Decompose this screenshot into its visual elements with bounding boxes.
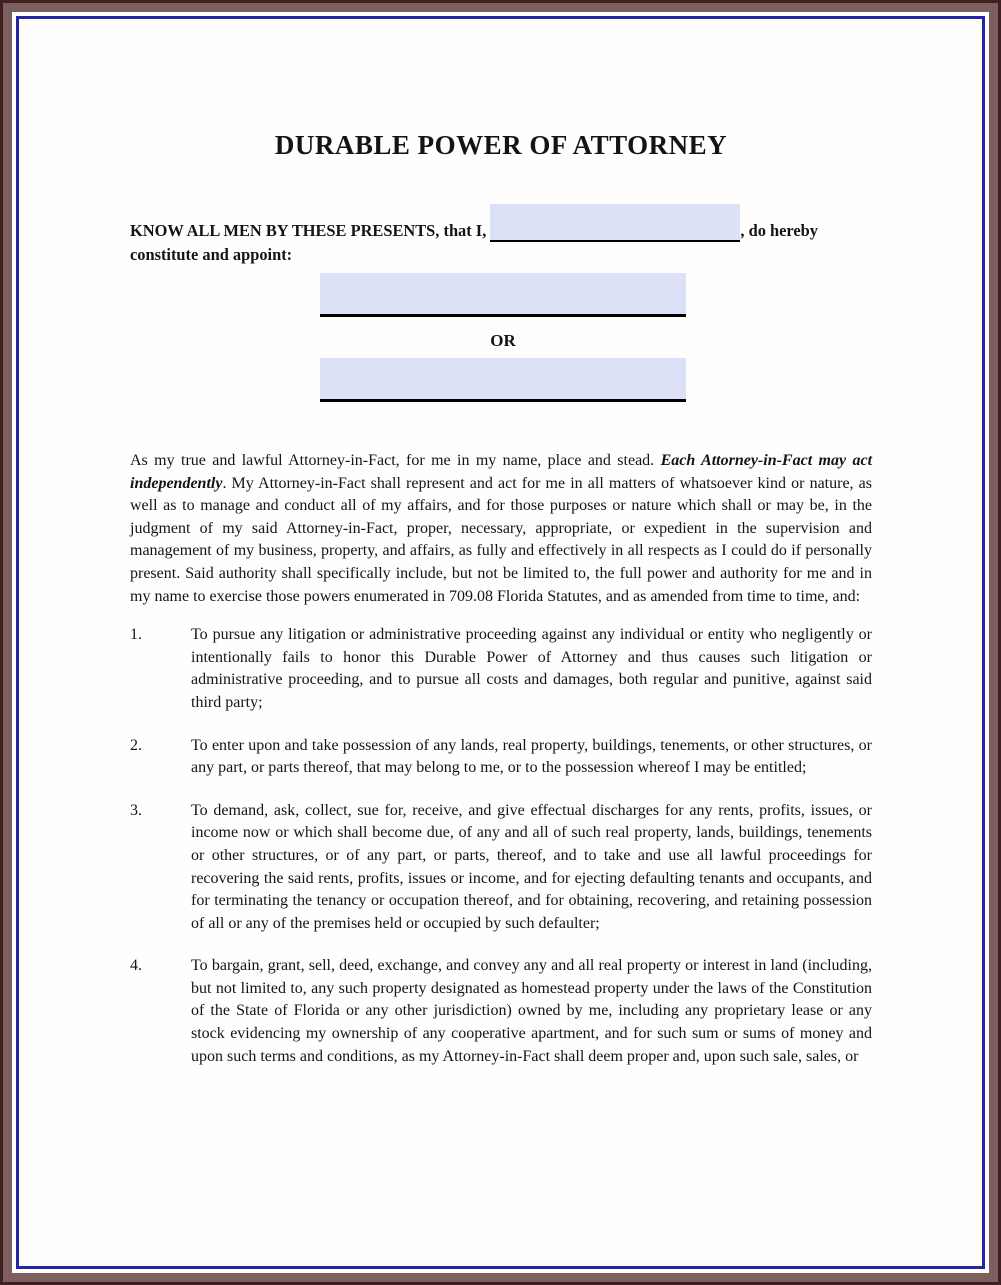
list-item	[130, 955, 872, 1068]
appointee-section	[320, 273, 686, 402]
opening-lead-text: KNOW ALL MEN BY THESE PRESENTS, that I,	[130, 221, 487, 240]
list-item-text: To pursue any litigation or administrative proceeding against any individual or entity who negligently or intentionally fails to honor this Durable Power of Attorney and thus causes such litigation or administrative proceeding, and to pursue all costs and damages, both regular and punitive, against said third party;	[191, 626, 872, 711]
list-item-text: To demand, ask, collect, sue for, receive, and give effectual discharges for any rents, profits, issues, or income now or which shall become due, of any and all of such real property, lands, buildings, tenements or other structures, or of any part, or parts, thereof, and to take and use all lawful proceedings for recovering the said rents, profits, issues or income, and for ejecting defaulting tenants and occupants, and for terminating the tenancy or occupation thereof, and for obtaining, recovering, and retaining possession of all or any of the premises held or occupied by such defaulter;	[191, 801, 872, 932]
list-item-text: To bargain, grant, sell, deed, exchange, and convey any and all real property or interest in land (including, but not limited to, any such property designated as homestead property under the laws of the Constitution of the State of Florida or any other jurisdiction) owned by me, including any proprietary lease or any stock evidencing my ownership of any cooperative apartment, and for such sum or sums of money and upon such terms and conditions, as my Attorney-in-Fact shall deem proper and, upon such sale, sales, or	[191, 957, 872, 1065]
document-title: DURABLE POWER OF ATTORNEY	[274, 130, 728, 160]
list-item	[130, 624, 872, 714]
opening-trail-text: , do hereby constitute and appoint:	[130, 221, 818, 264]
page-inner-frame	[16, 16, 985, 1269]
list-item	[130, 800, 872, 936]
list-item	[130, 735, 872, 780]
page-frame-gap	[12, 12, 989, 1273]
authority-text-after-emphasis: . My Attorney-in-Fact shall represent and act for me in all matters of whatsoever kind or nature, as well as to manage and conduct all of my affairs, and for those purposes or nature which shall or may be, in the judgment of my said Attorney-in-Fact, proper, necessary, appropriate, or expedient in the supervision and management of my business, property, and affairs, as fully and effectively in all respects as I could do if personally present. Said authority shall specifically include, but not be limited to, the full power and authority for me and in my name to exercise those powers enumerated in 709.08 Florida Statutes, and as amended from time to time, and:	[130, 474, 872, 605]
list-item-number: 1.	[130, 626, 142, 644]
opening-paragraph	[130, 204, 872, 267]
or-label: OR	[490, 331, 516, 350]
authority-emphasis-text: Each Attorney-in-Fact may act independently	[130, 452, 873, 492]
agent-name-field-alternate[interactable]	[320, 358, 686, 402]
agent-name-field-primary[interactable]	[320, 273, 686, 317]
authority-paragraph	[130, 450, 872, 608]
principal-name-field[interactable]	[490, 204, 740, 242]
authority-text-before-emphasis: As my true and lawful Attorney-in-Fact, for me in my name, place and stead.	[130, 452, 661, 469]
powers-list	[130, 624, 872, 1068]
page-content	[19, 131, 982, 1269]
list-item-number: 4.	[130, 957, 142, 975]
list-item-number: 2.	[130, 736, 142, 754]
list-item-number: 3.	[130, 801, 142, 819]
list-item-text: To enter upon and take possession of any lands, real property, buildings, tenements, or other structures, or any part, or parts thereof, that may belong to me, or to the possession whereof I may be entitled;	[191, 736, 872, 777]
